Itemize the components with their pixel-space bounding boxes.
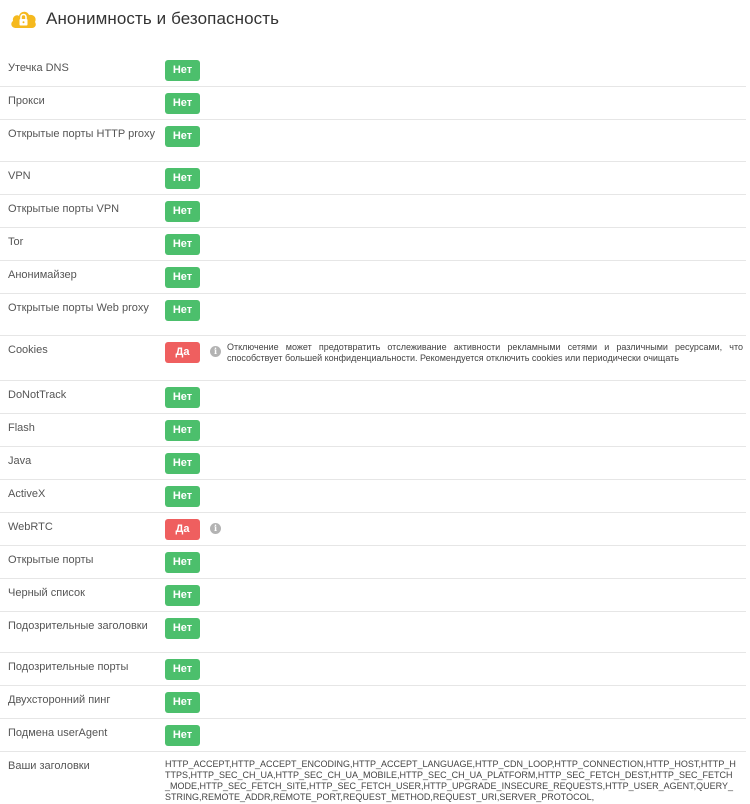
row-value [165,381,200,408]
row-value [165,414,200,441]
row-value [165,294,200,321]
row-value [165,546,200,573]
status-badge: Нет [165,126,200,147]
table-row [0,414,746,447]
row-label: Ваши заголовки [8,760,90,772]
status-badge: Нет [165,387,200,408]
status-badge: Нет [165,453,200,474]
status-badge: Нет [165,618,200,639]
table-row [0,336,746,381]
headers-list: HTTP_ACCEPT,HTTP_ACCEPT_ENCODING,HTTP_ACCEPT_LANGUAGE,HTTP_CDN_LOOP,HTTP_CONNECTION,HTTP_HOST,HTTP_HTTPS,HTTP_SEC_CH_UA,HTTP_SEC_CH_UA_MOBILE,HTTP_SEC_CH_UA_PLATFORM,HTTP_SEC_FETCH_DEST,HTTP_SEC_FETCH_MODE,HTTP_SEC_FETCH_SITE,HTTP_SEC_FETCH_USER,HTTP_UPGRADE_INSECURE_REQUESTS,HTTP_USER_AGENT,QUERY_STRING,REMOTE_ADDR,REMOTE_PORT,REQUEST_METHOD,REQUEST_URI,SERVER_PROTOCOL, [165,759,736,802]
row-value [165,686,200,713]
table-row [0,294,746,336]
row-value [165,480,200,507]
info-icon[interactable]: i [210,346,221,357]
status-badge: Нет [165,725,200,746]
status-badge: Нет [165,552,200,573]
table-row [0,686,746,719]
table-row [0,653,746,686]
table-row [0,579,746,612]
row-value [165,336,743,364]
row-label: WebRTC [8,521,53,533]
row-value [165,579,200,606]
status-badge: Нет [165,201,200,222]
row-label: Подмена userAgent [8,727,108,739]
row-value [165,87,200,114]
status-badge: Нет [165,60,200,81]
row-value [165,261,200,288]
cloud-lock-icon [8,4,38,34]
row-label: Tor [8,236,24,248]
table-row [0,54,746,87]
status-badge: Нет [165,692,200,713]
table-row [0,87,746,120]
status-badge: Нет [165,585,200,606]
table-row [0,719,746,752]
table-row [0,120,746,162]
table-row [0,612,746,653]
info-icon[interactable]: i [210,523,221,534]
row-value [165,513,221,540]
table-row [0,447,746,480]
row-value [165,612,200,639]
status-badge: Нет [165,234,200,255]
row-label: Открытые порты HTTP proxy [8,128,155,140]
row-label: VPN [8,170,31,182]
row-value [165,719,200,746]
row-label: Открытые порты VPN [8,203,120,215]
table-row [0,546,746,579]
row-value [165,653,200,680]
row-label: Flash [8,422,35,434]
table-row [0,162,746,195]
table-row [0,480,746,513]
row-label: Прокси [8,95,45,107]
row-label: Двухсторонний пинг [8,694,111,706]
row-label: Открытые порты [8,554,94,566]
row-value [165,447,200,474]
status-badge: Нет [165,486,200,507]
row-value [165,228,200,255]
row-label: Подозрительные порты [8,661,129,673]
status-badge: Нет [165,659,200,680]
row-value [165,752,737,803]
row-label: ActiveX [8,488,46,500]
row-label: Утечка DNS [8,62,69,74]
row-value [165,120,200,147]
status-badge: Нет [165,93,200,114]
row-value [165,54,200,81]
status-badge: Нет [165,300,200,321]
table-row [0,261,746,294]
table-row [0,195,746,228]
row-label: Открытые порты Web proxy [8,302,149,314]
status-badge: Да [165,519,200,540]
status-badge: Да [165,342,200,363]
row-label: Подозрительные заголовки [8,620,148,632]
table-row-headers [0,752,746,802]
status-badge: Нет [165,168,200,189]
table-row [0,228,746,261]
table-row [0,513,746,546]
status-badge: Нет [165,267,200,288]
row-label: Java [8,455,32,467]
row-value [165,162,200,189]
anonymity-table [0,54,746,802]
row-label: Черный список [8,587,85,599]
row-value [165,195,200,222]
row-label: DoNotTrack [8,389,67,401]
page-title: Анонимность и безопасность [46,9,280,28]
table-row [0,381,746,414]
section-header [8,4,279,34]
row-label: Анонимайзер [8,269,77,281]
row-label: Cookies [8,344,48,356]
status-badge: Нет [165,420,200,441]
row-note: Отключение может предотвратить отслеживание активности рекламными сетями и различными ресурсами, что способствует большей конфиденциальности. Рекомендуется отключить cookies или периодически очищать [227,342,743,363]
